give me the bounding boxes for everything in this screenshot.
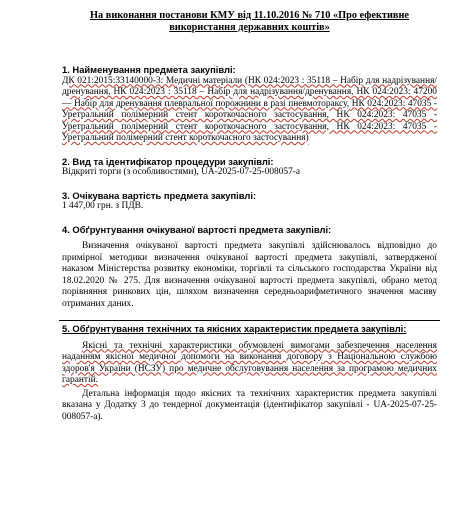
section-5-heading [62,323,437,335]
section-expected-cost [62,190,437,213]
section-1-text: ДК 021:2015:33140000-3: Медичні матеріали (НК 024:2023 : 35118 – Набір для надрізування/дренування, НК 024:2023 : 35118 – Набір для надрізування/дренування, НК 024:2023: 47200 — Набір для дренування плевральної порожнини в разі пневмотораксу, НК 024:2023: 47035 - Уретральний полімерний стент короткочасного застосування, НК 024:2023: 47035 - Уретральний полімерний стент короткочасного застосування, НК 024:2023: 47035 - Уретральний полімерний стент короткочасного застосування) [62,75,437,143]
section-item-name [62,64,437,145]
section-5-paragraph-1: Якісні та технічні характеристики обумовлені вимогами забезпечення населення наданням якісної медичної допомоги на виконання договору з Національною службою здоров'я України (НСЗУ) про медичне обслуговування населення за програмою медичних гарантій. [62,340,437,385]
section-cost-justification [62,224,437,311]
section-4-heading: 4. Обґрунтування очікуваної вартості предмета закупівлі: [62,223,332,235]
section-3-heading: 3. Очікувана вартість предмета закупівлі: [62,189,257,201]
section-5-heading-text: 5. Обґрунтування технічних та якісних характеристик предмета закупівлі: [62,323,407,334]
section-4-text: Визначення очікуваної вартості предмета закупівлі здійснювалось відповідно до примірної методики визначення очікуваної вартості предмета закупівлі, затвердженої наказом Міністерства розвитку економіки, торгівлі та сільського господарства України від 18.02.2020 № 275. Для визначення очікуваної вартості предмета закупівлі, обрано метод порівняння ринкових цін, шляхом визначення середньоарифметичного значення масиву отриманих даних. [62,241,437,309]
section-technical-justification [62,321,437,423]
section-3-text: 1 447,00 грн. з ПДВ. [62,201,144,211]
document-title: На виконання постанови КМУ від 11.10.2016 № 710 «Про ефективне використання державних коштів» [90,10,409,33]
section-1-heading: 1. Найменування предмета закупівлі: [62,64,236,75]
section-2-heading: 2. Вид та ідентифікатор процедури закупівлі: [62,155,274,167]
section-2-text: Відкриті торги (з особливостями), UA-2025-07-25-008057-а [62,167,301,177]
section-5-paragraph-2: Детальна інформація щодо якісних та технічних характеристик предмета закупівлі вказана у Додатку 3 до тендерної документація (ідентифікатор закупівлі - UA-2025-07-25-008057-а). [62,388,437,422]
section-procedure [62,156,437,179]
